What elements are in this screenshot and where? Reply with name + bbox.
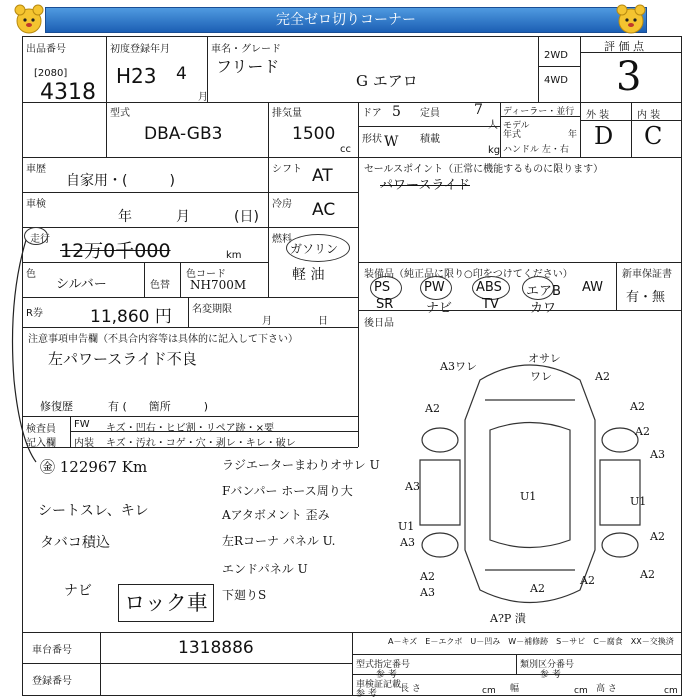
lot-number: 4318 xyxy=(40,80,96,105)
dealer-label: ディーラー・並行 xyxy=(503,107,575,117)
sales-point-struck: パワースライド xyxy=(380,178,470,193)
class-ref-label: 参 考 xyxy=(540,670,561,680)
insp-month: 月 xyxy=(176,209,190,225)
wheel-front-right xyxy=(602,428,638,452)
equip-navi: ナビ xyxy=(426,301,453,316)
diagram-mark: U1 xyxy=(398,520,415,533)
drive-4wd: 4WD xyxy=(544,75,568,86)
hw-note-corner: 左Rコーナ パネル U. xyxy=(222,534,336,548)
history-label: 車歴 xyxy=(26,164,46,175)
interior-grade: C xyxy=(644,122,663,150)
car-roof-outline xyxy=(490,423,570,548)
right-side-panel xyxy=(600,460,640,525)
equip-sr: SR xyxy=(376,297,394,312)
diagram-mark: A3ワレ xyxy=(440,360,477,373)
repair-value: 有 ( 箇所 ) xyxy=(108,400,209,413)
inspection-label: 車検 xyxy=(26,199,46,210)
car-damage-diagram xyxy=(380,340,680,630)
car-name: フリード xyxy=(216,57,280,76)
equip-airbag: エアB xyxy=(526,284,561,299)
wheel-rear-left xyxy=(422,533,458,557)
diagram-mark: A2 xyxy=(635,425,650,438)
load-label: 積載 xyxy=(420,134,440,145)
color-code-label: 色コード xyxy=(186,269,226,280)
damage-legend: A－キズ E－エクボ U－凹み W－補修跡 S－サビ C－腐食 XX－交換済 xyxy=(388,637,674,646)
diagram-mark: A3 xyxy=(400,536,415,549)
disp-label: 排気量 xyxy=(272,108,302,119)
hw-note-seat: シートスレ、キレ xyxy=(38,503,149,519)
name-change-label: 名変期限 xyxy=(192,304,232,315)
int-items: キズ・汚れ・コゲ・穴・剥レ・キレ・破レ xyxy=(106,438,296,449)
height-cm: cm xyxy=(664,686,678,696)
drive-2wd: 2WD xyxy=(544,50,568,61)
notes-label: 注意事項申告欄（不具合内容等は具体的に記入して下さい） xyxy=(28,334,298,345)
car-name-label: 車名・グレード xyxy=(211,44,281,55)
disp-unit: cc xyxy=(340,144,351,155)
equip-ps: PS xyxy=(374,280,391,295)
color-label: 色 xyxy=(26,269,36,280)
chassis-label: 車台番号 xyxy=(32,645,72,656)
car-grade: G エアロ xyxy=(356,72,418,90)
length-label: 長 さ xyxy=(400,684,421,694)
shape-label: 形状 xyxy=(362,134,382,145)
fuel-gasoline: ガソリン xyxy=(290,242,339,256)
nc-month: 月 xyxy=(262,316,272,327)
equip-leather: カワ xyxy=(530,301,557,316)
door-value: 5 xyxy=(392,104,401,120)
diagram-mark: U1 xyxy=(630,495,647,508)
diagram-mark: A2 xyxy=(530,582,545,595)
repair-label: 修復歴 xyxy=(40,400,73,413)
handle-label: ハンドル 左・右 xyxy=(503,145,569,155)
hw-note-navi: ナビ xyxy=(64,583,92,599)
interior-label: 内 装 xyxy=(637,110,661,121)
banner-title: 完全ゼロ切りコーナー xyxy=(276,12,416,28)
shape-value: W xyxy=(384,134,399,150)
color-swap-label: 色替 xyxy=(150,280,170,291)
dims-label: 車検証記載 xyxy=(356,680,402,690)
diagram-mark: A2 xyxy=(595,370,610,383)
recycle-label: R券 xyxy=(26,308,43,319)
capacity-label: 定員 xyxy=(420,108,440,119)
ref-label: 参 考 xyxy=(356,689,377,699)
sales-point-label: セールスポイント（正常に機能するものに限ります） xyxy=(364,164,604,175)
history-value: 自家用・( ) xyxy=(66,173,175,189)
hw-note-attachment: Aアタボメント 歪み xyxy=(222,508,330,522)
length-cm: cm xyxy=(482,686,496,696)
shift-label: シフト xyxy=(272,164,302,175)
equip-abs: ABS xyxy=(476,280,502,295)
first-reg-label: 初度登録年月 xyxy=(110,44,170,55)
equip-pw: PW xyxy=(424,280,445,295)
diagram-mark: A2 xyxy=(650,530,665,543)
fuel-label: 燃料 xyxy=(272,234,292,245)
inspector-label: 検査員 xyxy=(26,424,56,435)
lot-label: 出品番号 xyxy=(26,44,66,55)
entry-label: 記入欄 xyxy=(26,438,56,449)
diagram-mark: A2 xyxy=(425,402,440,415)
month-unit: 月 xyxy=(198,92,208,103)
notes-text: 左パワースライド不良 xyxy=(48,350,197,368)
hw-note-underbody: 下廻りS xyxy=(222,588,267,602)
diagram-mark: U1 xyxy=(520,490,537,503)
diagram-mark: A3 xyxy=(420,586,435,599)
model-year-label: 年式 xyxy=(503,130,522,140)
model-label: モデル xyxy=(503,121,530,131)
hw-note-tobacco: タバコ積込 xyxy=(40,535,110,551)
fw-items: キズ・凹右・ヒビ割・リペア跡・×要 xyxy=(106,423,274,434)
class-number-label: 類別区分番号 xyxy=(520,660,575,670)
width-cm: cm xyxy=(574,686,588,696)
diagram-mark: A?P 潰 xyxy=(490,612,526,625)
diagram-mark: ワレ xyxy=(530,370,552,383)
lot-bracket: [2080] xyxy=(34,68,68,79)
hw-note-radiator: ラジエーターまわりオサレ U xyxy=(222,458,380,472)
equip-tv: TV xyxy=(482,297,499,312)
capacity-value: 7 xyxy=(474,102,483,118)
disp-value: 1500 xyxy=(292,124,336,144)
diagram-mark: オサレ xyxy=(528,352,561,365)
hw-note-endpanel: エンドパネル U xyxy=(222,562,308,576)
fw-label: FW xyxy=(74,419,90,430)
reg-number-label: 登録番号 xyxy=(32,676,72,687)
year-unit: 年 xyxy=(568,130,578,140)
wheel-rear-right xyxy=(602,533,638,557)
score-value: 3 xyxy=(616,54,642,100)
chassis-value: 1318886 xyxy=(178,638,254,658)
equip-aw: AW xyxy=(582,280,604,295)
era-year: H23 xyxy=(116,64,157,88)
cert-number-label: 型式指定番号 xyxy=(356,660,411,670)
exterior-grade: D xyxy=(594,122,614,150)
wheel-front-left xyxy=(422,428,458,452)
height-label: 高 さ xyxy=(596,684,617,694)
mileage-unit: km xyxy=(226,250,242,261)
reg-month: 4 xyxy=(176,64,187,84)
type-label: 型式 xyxy=(110,108,130,119)
color-value: シルバー xyxy=(56,277,107,292)
warranty-value: 有・無 xyxy=(626,290,666,305)
diagram-mark: A2 xyxy=(640,568,655,581)
rear-seat-label: 後日品 xyxy=(364,318,394,329)
width-label: 幅 xyxy=(510,684,520,694)
cert-ref-label: 参 考 xyxy=(376,670,397,680)
type-value: DBA-GB3 xyxy=(144,124,223,144)
exterior-label: 外 装 xyxy=(586,110,610,121)
left-side-panel xyxy=(420,460,460,525)
ac-value: AC xyxy=(312,200,336,220)
diagram-mark: A2 xyxy=(580,574,595,587)
mileage-label: 走行 xyxy=(30,234,50,245)
diagram-mark: A3 xyxy=(650,448,665,461)
diagram-mark: A3 xyxy=(405,480,420,493)
diagram-mark: A2 xyxy=(420,570,435,583)
load-unit: kg xyxy=(488,145,501,156)
nc-day: 日 xyxy=(318,316,328,327)
warranty-label: 新車保証書 xyxy=(622,269,672,280)
int-label: 内装 xyxy=(74,438,94,449)
color-code: NH700M xyxy=(190,278,247,292)
hw-note-mileage: ㊎ 122967 Km xyxy=(40,458,148,476)
insp-day: (日) xyxy=(234,209,259,225)
score-label: 評 価 点 xyxy=(604,40,644,53)
ac-label: 冷房 xyxy=(272,199,292,210)
car-outline-body xyxy=(465,365,595,603)
door-label: ドア xyxy=(362,108,382,119)
equipment-label: 装備品（純正品に限り○印をつけてください） xyxy=(364,269,573,280)
mileage-value: 12万0千000 xyxy=(60,240,171,262)
capacity-unit: 人 xyxy=(488,120,498,131)
shift-value: AT xyxy=(312,166,333,186)
fuel-diesel: 軽 油 xyxy=(292,267,325,283)
recycle-value: 11,860 円 xyxy=(90,307,172,327)
insp-year: 年 xyxy=(118,209,132,225)
diagram-mark: A2 xyxy=(630,400,645,413)
hw-note-bumper: Fバンパー ホース周り大 xyxy=(222,484,353,498)
lock-car-stamp: ロック車 xyxy=(118,584,214,622)
